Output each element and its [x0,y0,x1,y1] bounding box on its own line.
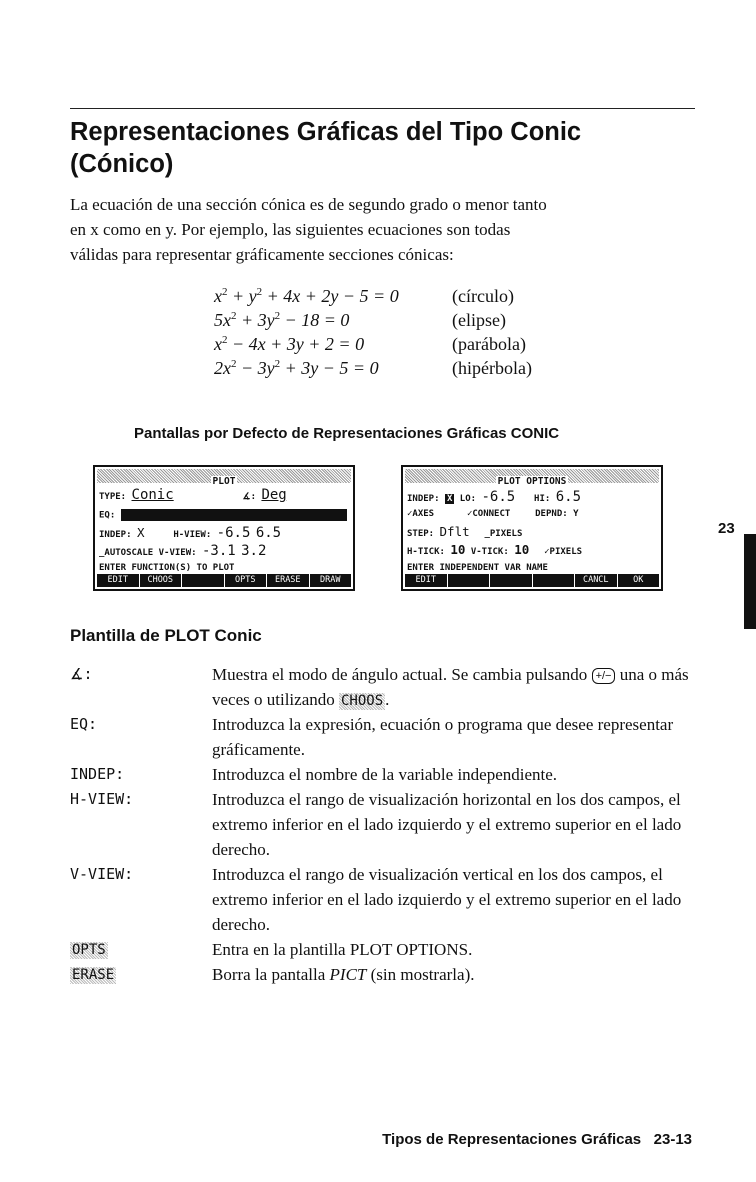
softkey-blank[interactable] [448,574,490,587]
softkey-blank[interactable] [490,574,532,587]
equation-expression: $x^2 - 4x + 3y + 2 = 0$ [214,334,365,354]
menu-key: ERASE [72,967,115,983]
depnd-field[interactable]: Y [573,509,579,519]
template-description: Introduzca la expresión, ecuación o programa que desee representar gráficamente. [212,715,674,759]
template-term [70,962,116,987]
page-footer: Tipos de Representaciones Gráficas 23-13 [382,1131,692,1148]
type-field[interactable]: Conic [131,487,174,503]
equation-name: (parábola) [452,334,526,354]
intro-line: La ecuación de una sección cónica es de segundo grado o menor tanto [70,195,547,214]
vtick-label: V-TICK: [470,547,509,557]
equation-expression: $x^2 + y^2 + 4x + 2y - 5 = 0$ [214,286,399,306]
softkey-edit[interactable]: EDIT [97,574,139,587]
plot-screen [93,465,355,591]
vview-hi-field[interactable]: 3.2 [241,543,267,559]
softkey-menu [97,574,351,587]
template-row [70,787,710,862]
eq-field[interactable] [121,509,347,521]
template-row [70,937,710,962]
depnd-label: DEPND: [535,509,568,519]
template-term: INDEP: [70,765,125,783]
indep-label: INDEP: [407,494,440,504]
htick-field[interactable]: 10 [450,542,466,557]
template-row [70,662,710,712]
intro-line: válidas para representar gráficamente secciones cónicas: [70,245,454,264]
indep-field[interactable]: X [446,494,453,504]
vtick-field[interactable]: 10 [514,542,530,557]
top-rule [70,108,695,109]
template-row [70,862,710,937]
vview-label: V-VIEW: [158,548,197,558]
lo-field[interactable]: -6.5 [481,489,516,505]
menu-key: OPTS [72,942,106,958]
softkey-blank[interactable] [182,574,224,587]
screen-title-bar [405,469,659,487]
step-field[interactable]: Dflt [439,524,470,539]
softkey-opts[interactable]: OPTS [225,574,267,587]
equation-expression: $5x^2 + 3y^2 - 18 = 0$ [214,310,350,330]
template-row [70,712,710,762]
chapter-tab-number: 23 [718,520,735,537]
tick-pixels-checkbox[interactable]: ✓PIXELS [544,547,583,557]
angle-label: ∡: [242,492,257,502]
htick-label: H-TICK: [407,547,445,557]
template-heading: Plantilla de PLOT Conic [70,626,262,645]
hview-label: H-VIEW: [173,530,212,540]
autoscale-checkbox[interactable]: _AUTOSCALE [99,548,154,558]
hi-field[interactable]: 6.5 [555,489,582,505]
vview-lo-field[interactable]: -3.1 [201,543,236,559]
type-label: TYPE: [99,492,127,502]
equation-name: (elipse) [452,310,506,330]
step-label: STEP: [407,529,435,539]
chapter-tab-bar [744,534,756,629]
hi-label: HI: [534,494,551,504]
template-term [70,937,108,962]
template-term: ∡: [70,665,93,683]
page-title: Representaciones Gráficas del Tipo Conic (Cónico) [70,118,582,178]
screen-title: PLOT OPTIONS [497,476,567,487]
softkey-erase[interactable]: ERASE [267,574,309,587]
screen-title: PLOT [212,476,236,487]
pixels-checkbox[interactable]: _PIXELS [484,529,523,539]
screen-prompt: ENTER FUNCTION(S) TO PLOT [99,563,235,573]
screens-heading: Pantallas por Defecto de Representaciones Gráficas CONIC [134,425,560,442]
template-description: Entra en la plantilla PLOT OPTIONS. [212,940,473,959]
softkey-choos[interactable]: CHOOS [140,574,182,587]
template-row [70,962,710,987]
template-description: Introduzca el rango de visualización horizontal en los dos campos, el extremo inferior en el lado izquierdo y el extremo superior en el lado derecho. [212,790,682,859]
template-description: Introduzca el nombre de la variable independiente. [212,765,558,784]
template-row [70,762,710,787]
screen-title-bar [97,469,351,487]
softkey-menu [405,574,659,587]
angle-field[interactable]: Deg [261,487,287,503]
axes-checkbox[interactable]: ✓AXES [407,509,435,519]
softkey-edit[interactable]: EDIT [405,574,447,587]
hview-lo-field[interactable]: -6.5 [216,525,251,541]
hview-hi-field[interactable]: 6.5 [255,525,282,541]
indep-label: INDEP: [99,530,132,540]
equation-name: (hipérbola) [452,358,532,378]
softkey-blank[interactable] [533,574,575,587]
softkey-ok[interactable]: OK [618,574,660,587]
template-term: EQ: [70,715,98,733]
screen-prompt: ENTER INDEPENDENT VAR NAME [407,563,548,573]
equation-expression: $2x^2 - 3y^2 + 3y - 5 = 0$ [214,358,379,378]
connect-checkbox[interactable]: ✓CONNECT [466,509,511,519]
template-term: V-VIEW: [70,865,134,883]
plot-options-screen [401,465,663,591]
lo-label: LO: [459,494,477,504]
indep-field[interactable]: X [136,525,145,540]
template-description-list [70,662,710,987]
template-description: Introduzca el rango de visualización vertical en los dos campos, el extremo inferior en el lado izquierdo y el extremo superior en el lado derecho. [212,865,682,934]
softkey-draw[interactable]: DRAW [310,574,352,587]
eq-label: EQ: [99,510,116,521]
template-description: Muestra el modo de ángulo actual. Se cambia pulsando +/− una o más veces o utilizando CHOOS . [212,665,689,709]
template-term: H-VIEW: [70,790,134,808]
intro-line: en x como en y. Por ejemplo, las siguientes ecuaciones son todas [70,220,511,239]
equation-name: (círculo) [452,286,514,306]
template-description: Borra la pantalla PICT (sin mostrarla). [212,965,475,984]
intro-paragraph [70,192,710,267]
softkey-cancel[interactable]: CANCL [575,574,617,587]
